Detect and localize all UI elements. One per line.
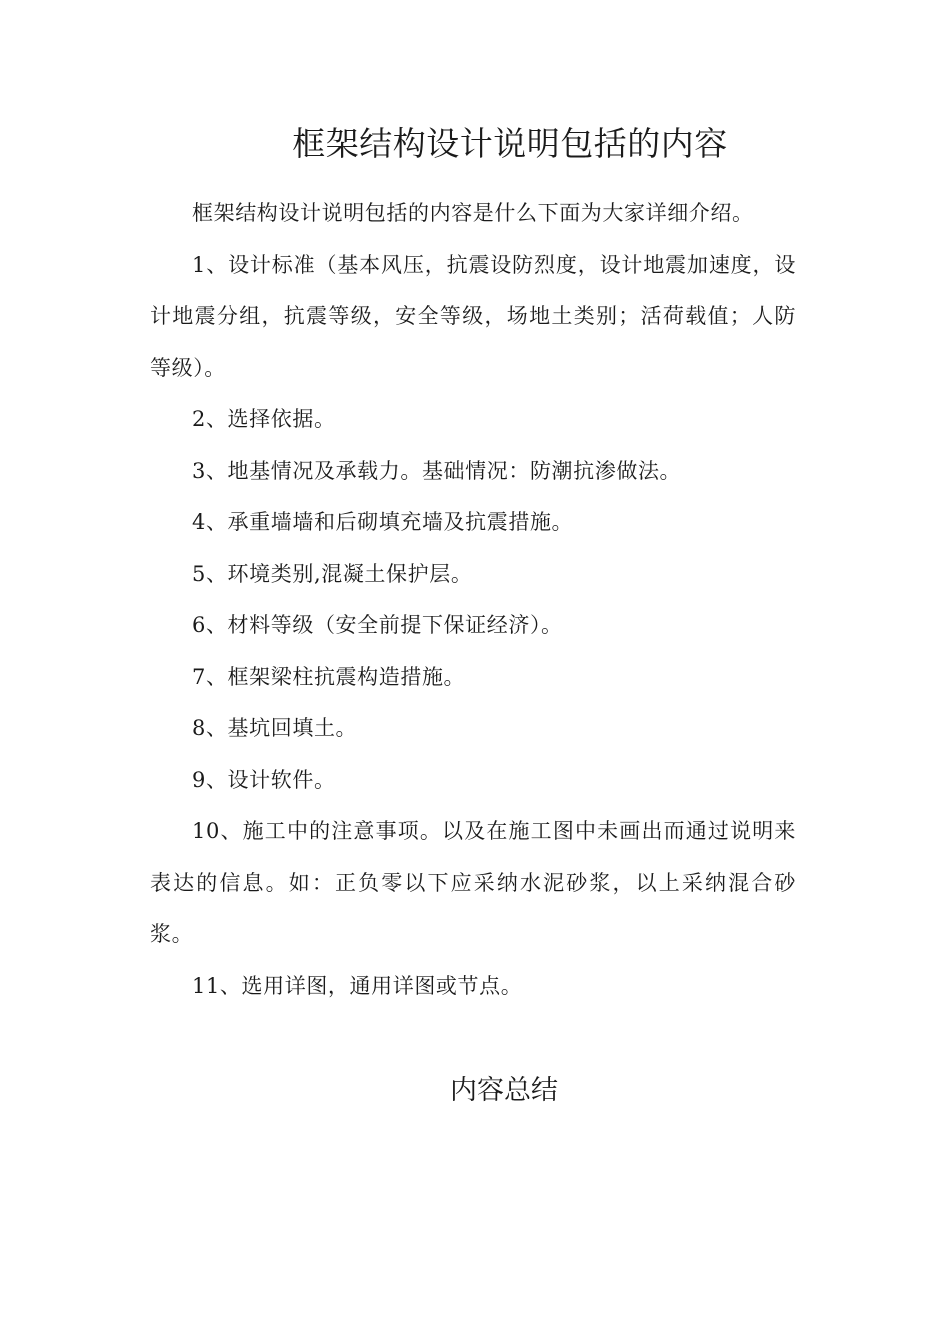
- paragraph-item-5: 5、环境类别,混凝土保护层。: [192, 561, 473, 586]
- paragraph-item-10: 10、施工中的注意事项。以及在施工图中未画出而通过说明来表达的信息。如：正负零以下应采纳水泥砂浆，以上采纳混合砂浆。: [150, 819, 796, 946]
- document-body: [150, 188, 796, 1012]
- paragraph-item-1: 1、设计标准（基本风压，抗震设防烈度，设计地震加速度，设计地震分组，抗震等级，安全等级，场地土类别；活荷载值；人防等级）。: [150, 252, 796, 380]
- paragraph-item-3: 3、地基情况及承载力。基础情况：防潮抗渗做法。: [192, 458, 682, 483]
- summary-heading: 内容总结: [450, 1075, 558, 1106]
- paragraph-item-4: 4、承重墙墙和后砌填充墙及抗震措施。: [192, 510, 574, 534]
- paragraph-item-7: 7、框架梁柱抗震构造措施。: [192, 664, 466, 689]
- paragraph-item-2: 2、选择依据。: [192, 407, 336, 431]
- paragraph-item-8: 8、基坑回填土。: [192, 716, 358, 740]
- paragraph-item-6: 6、材料等级（安全前提下保证经济）。: [192, 613, 563, 637]
- paragraph-item-11: 11、选用详图，通用详图或节点。: [192, 973, 523, 998]
- paragraph-intro: 框架结构设计说明包括的内容是什么下面为大家详细介绍。: [192, 201, 754, 225]
- paragraph-item-9: 9、设计软件。: [192, 767, 336, 792]
- document-title: 框架结构设计说明包括的内容: [292, 124, 728, 163]
